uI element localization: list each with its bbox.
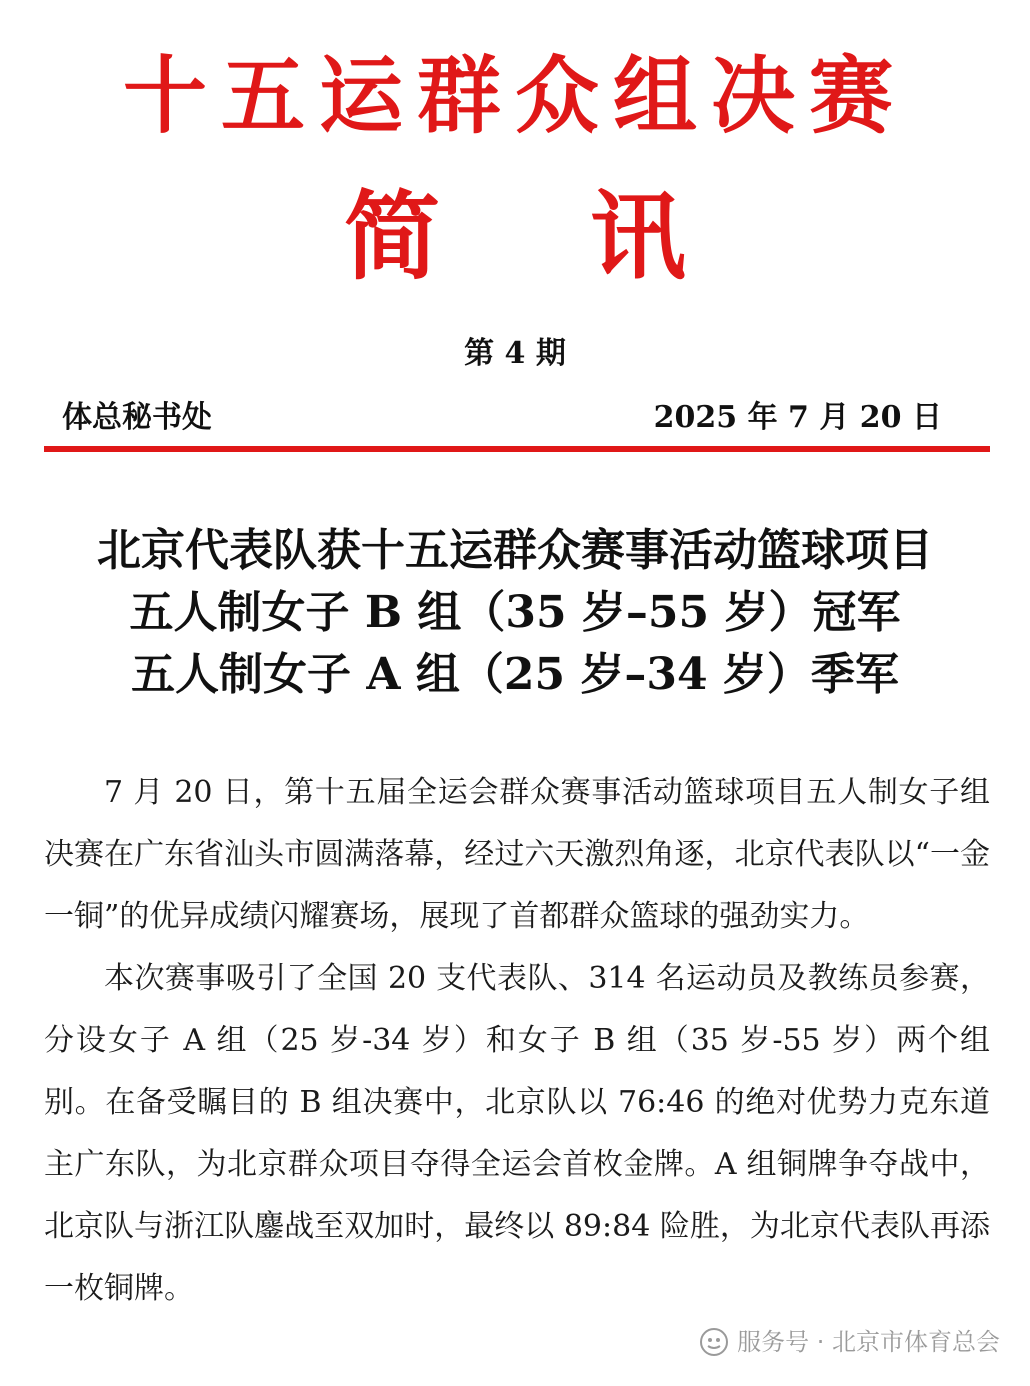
masthead-subtitle: 简讯: [344, 180, 836, 293]
headline-line-2: 五人制女子 B 组（35 岁–55 岁）冠军: [129, 587, 901, 638]
masthead-title: 十五运群众组决赛: [122, 46, 907, 145]
red-divider: [44, 446, 990, 452]
watermark-text: 服务号 · 北京市体育总会: [737, 1328, 1000, 1356]
issuer: 体总秘书处: [62, 400, 212, 435]
headline: [20, 520, 1010, 706]
issue-number: 第 4 期: [464, 336, 566, 371]
masthead-meta-row: [62, 396, 942, 440]
headline-line-1: 北京代表队获十五运群众赛事活动篮球项目: [97, 525, 933, 576]
watermark: [699, 1322, 1000, 1362]
headline-line-3: 五人制女子 A 组（25 岁–34 岁）季军: [131, 649, 899, 700]
wechat-service-icon: [699, 1327, 729, 1357]
issue-date: 2025 年 7 月 20 日: [653, 400, 942, 435]
paragraph-1: 7 月 20 日，第十五届全运会群众赛事活动篮球项目五人制女子组决赛在广东省汕头市圆满落幕，经过六天激烈角逐，北京代表队以“一金一铜”的优异成绩闪耀赛场，展现了首都群众篮球的强劲实力。: [44, 775, 990, 934]
paragraph-2: 本次赛事吸引了全国 20 支代表队、314 名运动员及教练员参赛，分设女子 A 组（25 岁-34 岁）和女子 B 组（35 岁-55 岁）两个组别。在备受瞩目的 B 组决赛中，北京队以 76:46 的绝对优势力克东道主广东队，为北京群众项目夺得全运会首枚金牌。A 组铜牌争夺战中，北京队与浙江队鏖战至双加时，最终以 89:84 险胜，为北京代表队再添一枚铜牌。: [44, 961, 990, 1306]
article-body: [44, 762, 990, 1320]
